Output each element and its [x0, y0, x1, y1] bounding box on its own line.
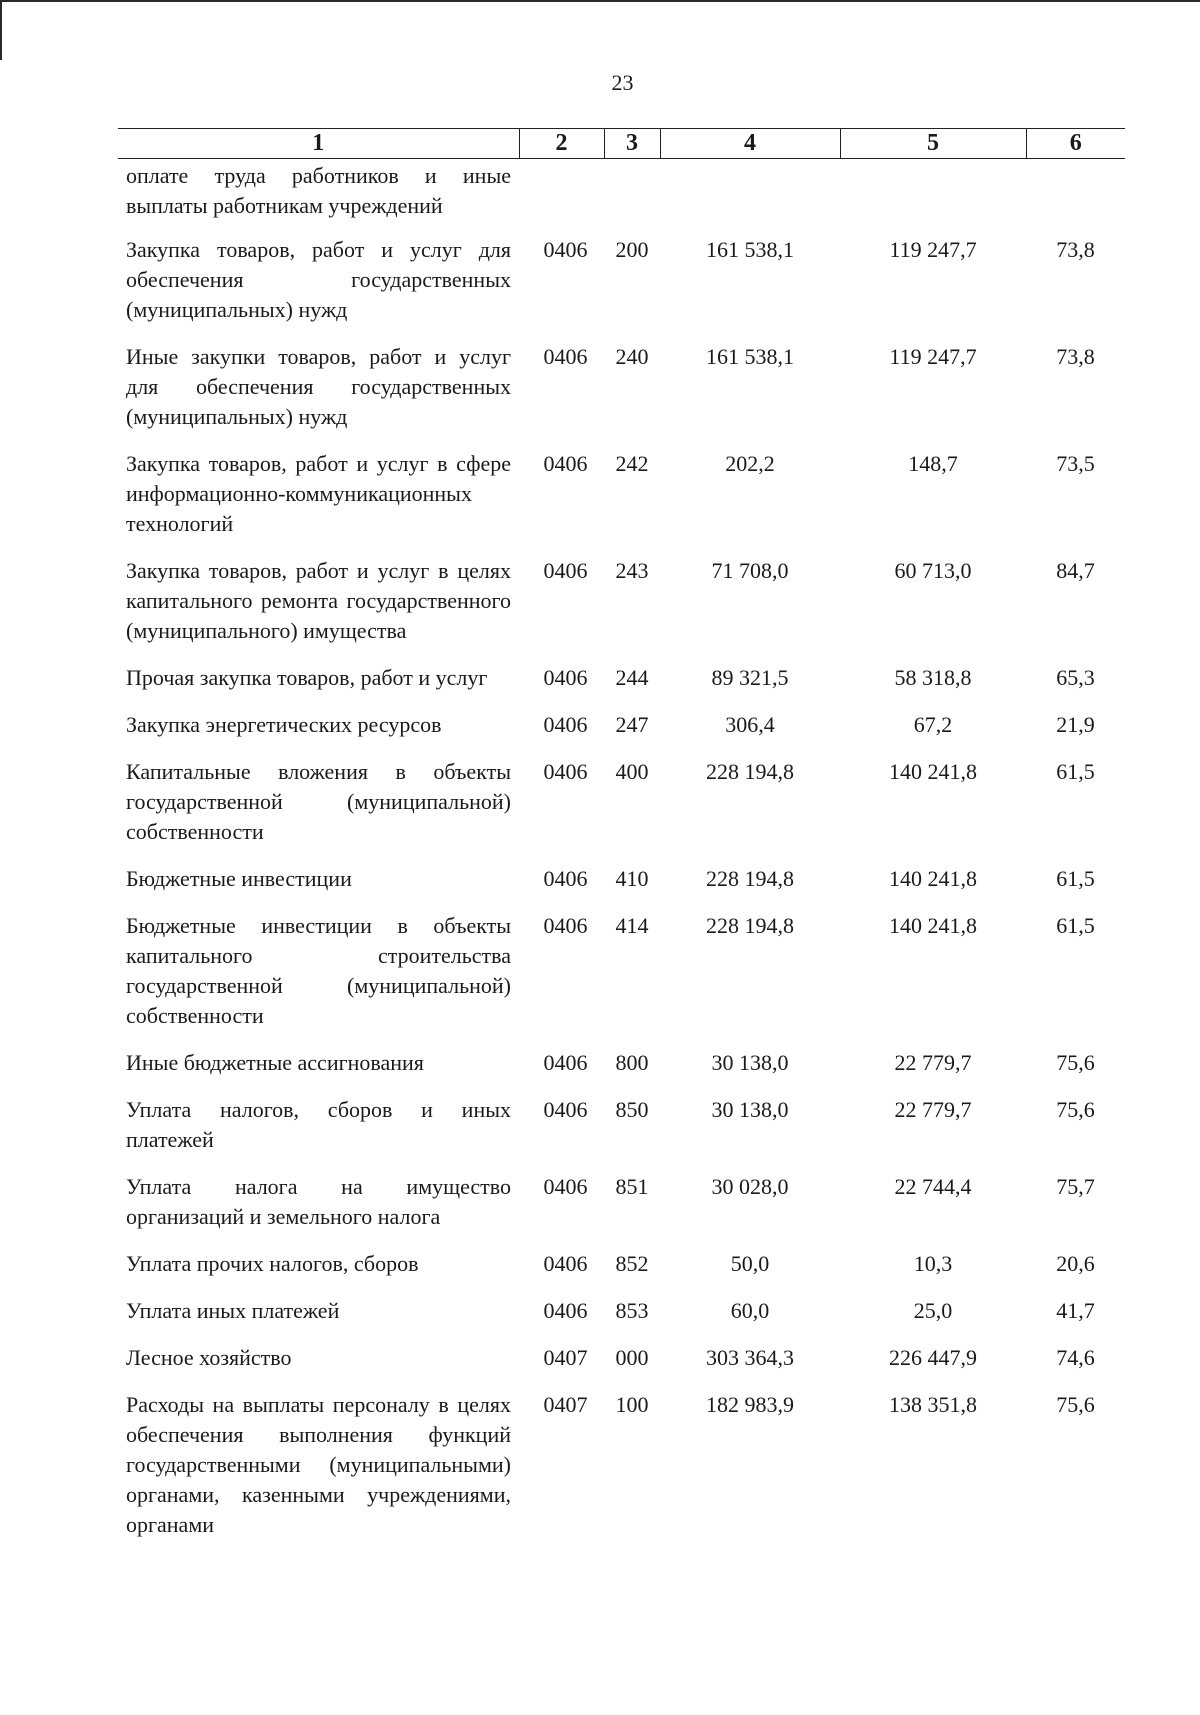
planned-amount: 60,0 — [730, 1298, 770, 1323]
row-label: Уплата налогов, сборов и иных платежей — [126, 1097, 511, 1152]
section-code: 0406 — [543, 558, 588, 583]
section-code: 0406 — [543, 344, 588, 369]
scan-edge-top — [0, 0, 1200, 2]
budget-table — [118, 128, 1125, 1557]
table-body — [118, 159, 1125, 1558]
executed-amount: 148,7 — [908, 451, 958, 476]
planned-amount: 30 028,0 — [711, 1174, 789, 1199]
row-label: Уплата налога на имущество организаций и земельного налога — [126, 1174, 511, 1229]
executed-amount: 138 351,8 — [889, 1392, 977, 1417]
planned-amount: 89 321,5 — [711, 665, 789, 690]
planned-amount: 303 364,3 — [706, 1345, 794, 1370]
table-row — [118, 342, 1125, 449]
expense-type-code: 243 — [615, 558, 649, 583]
execution-percent: 74,6 — [1056, 1345, 1095, 1370]
expense-type-code: 242 — [615, 451, 649, 476]
executed-amount — [840, 159, 1026, 236]
column-header-1: 1 — [118, 129, 519, 159]
planned-amount: 228 194,8 — [706, 759, 794, 784]
row-label: Капитальные вложения в объекты государственной (муниципальной) собственности — [126, 759, 511, 844]
table-row — [118, 757, 1125, 864]
planned-amount: 202,2 — [725, 451, 775, 476]
expense-type-code: 240 — [615, 344, 649, 369]
table-row — [118, 235, 1125, 342]
planned-amount — [660, 159, 840, 236]
execution-percent: 75,6 — [1056, 1392, 1095, 1417]
expense-type-code: 244 — [615, 665, 649, 690]
section-code: 0406 — [543, 1251, 588, 1276]
expense-type-code: 410 — [615, 866, 649, 891]
execution-percent: 73,8 — [1056, 344, 1095, 369]
section-code: 0406 — [543, 759, 588, 784]
row-label: Уплата прочих налогов, сборов — [126, 1251, 419, 1276]
execution-percent: 65,3 — [1056, 665, 1095, 690]
row-label: Иные бюджетные ассигнования — [126, 1050, 424, 1075]
execution-percent: 20,6 — [1056, 1251, 1095, 1276]
expense-type-code — [604, 159, 660, 236]
planned-amount: 161 538,1 — [706, 344, 794, 369]
section-code: 0406 — [543, 913, 588, 938]
table-row — [118, 911, 1125, 1048]
execution-percent: 21,9 — [1056, 712, 1095, 737]
table-row — [118, 663, 1125, 710]
table-row — [118, 1095, 1125, 1172]
planned-amount: 161 538,1 — [706, 237, 794, 262]
expense-type-code: 853 — [615, 1298, 649, 1323]
row-label: Закупка товаров, работ и услуг в целях капитального ремонта государственного (муниципального) имущества — [126, 558, 511, 643]
executed-amount: 140 241,8 — [889, 866, 977, 891]
execution-percent: 75,6 — [1056, 1050, 1095, 1075]
executed-amount: 60 713,0 — [894, 558, 972, 583]
section-code: 0406 — [543, 1174, 588, 1199]
execution-percent: 61,5 — [1056, 866, 1095, 891]
expense-type-code: 851 — [615, 1174, 649, 1199]
section-code: 0406 — [543, 451, 588, 476]
row-label: оплате труда работников и иные выплаты работникам учреждений — [126, 163, 511, 218]
planned-amount: 182 983,9 — [706, 1392, 794, 1417]
table-row — [118, 1249, 1125, 1296]
executed-amount: 22 779,7 — [894, 1097, 972, 1122]
executed-amount: 58 318,8 — [894, 665, 972, 690]
section-code: 0406 — [543, 712, 588, 737]
expense-type-code: 850 — [615, 1097, 649, 1122]
row-label: Расходы на выплаты персоналу в целях обеспечения выполнения функций государственными (муниципальными) органами, казенными учреждениями, органами — [126, 1392, 511, 1537]
execution-percent: 73,5 — [1056, 451, 1095, 476]
table-row — [118, 1296, 1125, 1343]
table-row — [118, 449, 1125, 556]
executed-amount: 140 241,8 — [889, 913, 977, 938]
executed-amount: 10,3 — [913, 1251, 953, 1276]
planned-amount: 50,0 — [730, 1251, 770, 1276]
column-header-5: 5 — [840, 129, 1026, 159]
execution-percent: 75,6 — [1056, 1097, 1095, 1122]
expense-type-code: 000 — [615, 1345, 649, 1370]
section-code: 0407 — [543, 1345, 588, 1370]
row-label: Бюджетные инвестиции в объекты капитального строительства государственной (муниципальной) собственности — [126, 913, 511, 1028]
planned-amount: 306,4 — [725, 712, 775, 737]
section-code: 0406 — [543, 1298, 588, 1323]
row-label: Закупка товаров, работ и услуг для обеспечения государственных (муниципальных) нужд — [126, 237, 511, 322]
expense-type-code: 414 — [615, 913, 649, 938]
table-header-row — [118, 129, 1125, 159]
table-row — [118, 1172, 1125, 1249]
expense-type-code: 200 — [615, 237, 649, 262]
planned-amount: 30 138,0 — [711, 1050, 789, 1075]
table-row — [118, 864, 1125, 911]
scan-edge-left — [0, 0, 2, 60]
row-label: Бюджетные инвестиции — [126, 866, 352, 891]
executed-amount: 22 744,4 — [894, 1174, 972, 1199]
table-row — [118, 710, 1125, 757]
row-label: Лесное хозяйство — [126, 1345, 292, 1370]
section-code: 0406 — [543, 665, 588, 690]
execution-percent: 75,7 — [1056, 1174, 1095, 1199]
section-code: 0406 — [543, 237, 588, 262]
row-label: Закупка энергетических ресурсов — [126, 712, 442, 737]
column-header-2: 2 — [519, 129, 604, 159]
executed-amount: 22 779,7 — [894, 1050, 972, 1075]
row-label: Уплата иных платежей — [126, 1298, 340, 1323]
execution-percent: 61,5 — [1056, 913, 1095, 938]
executed-amount: 226 447,9 — [889, 1345, 977, 1370]
execution-percent: 84,7 — [1056, 558, 1095, 583]
row-label: Закупка товаров, работ и услуг в сфере информационно-коммуникационных технологий — [126, 451, 511, 536]
column-header-3: 3 — [604, 129, 660, 159]
section-code — [519, 159, 604, 236]
execution-percent: 41,7 — [1056, 1298, 1095, 1323]
execution-percent: 61,5 — [1056, 759, 1095, 784]
planned-amount: 228 194,8 — [706, 913, 794, 938]
expense-type-code: 800 — [615, 1050, 649, 1075]
executed-amount: 119 247,7 — [889, 344, 977, 369]
planned-amount: 30 138,0 — [711, 1097, 789, 1122]
page-number: 23 — [611, 70, 634, 95]
section-code: 0407 — [543, 1392, 588, 1417]
executed-amount: 25,0 — [913, 1298, 953, 1323]
table-row — [118, 1343, 1125, 1390]
executed-amount: 67,2 — [913, 712, 953, 737]
row-label: Прочая закупка товаров, работ и услуг — [126, 665, 488, 690]
execution-percent — [1026, 159, 1125, 236]
section-code: 0406 — [543, 866, 588, 891]
expense-type-code: 852 — [615, 1251, 649, 1276]
row-label: Иные закупки товаров, работ и услуг для обеспечения государственных (муниципальных) нужд — [126, 344, 511, 429]
expense-type-code: 100 — [615, 1392, 649, 1417]
section-code: 0406 — [543, 1097, 588, 1122]
executed-amount: 140 241,8 — [889, 759, 977, 784]
table-row — [118, 1390, 1125, 1557]
expense-type-code: 400 — [615, 759, 649, 784]
section-code: 0406 — [543, 1050, 588, 1075]
table-row — [118, 159, 1125, 236]
column-header-6: 6 — [1026, 129, 1125, 159]
executed-amount: 119 247,7 — [889, 237, 977, 262]
table-row — [118, 1048, 1125, 1095]
planned-amount: 228 194,8 — [706, 866, 794, 891]
budget-table-container — [118, 128, 1125, 1557]
column-header-4: 4 — [660, 129, 840, 159]
planned-amount: 71 708,0 — [711, 558, 789, 583]
execution-percent: 73,8 — [1056, 237, 1095, 262]
table-row — [118, 556, 1125, 663]
expense-type-code: 247 — [615, 712, 649, 737]
